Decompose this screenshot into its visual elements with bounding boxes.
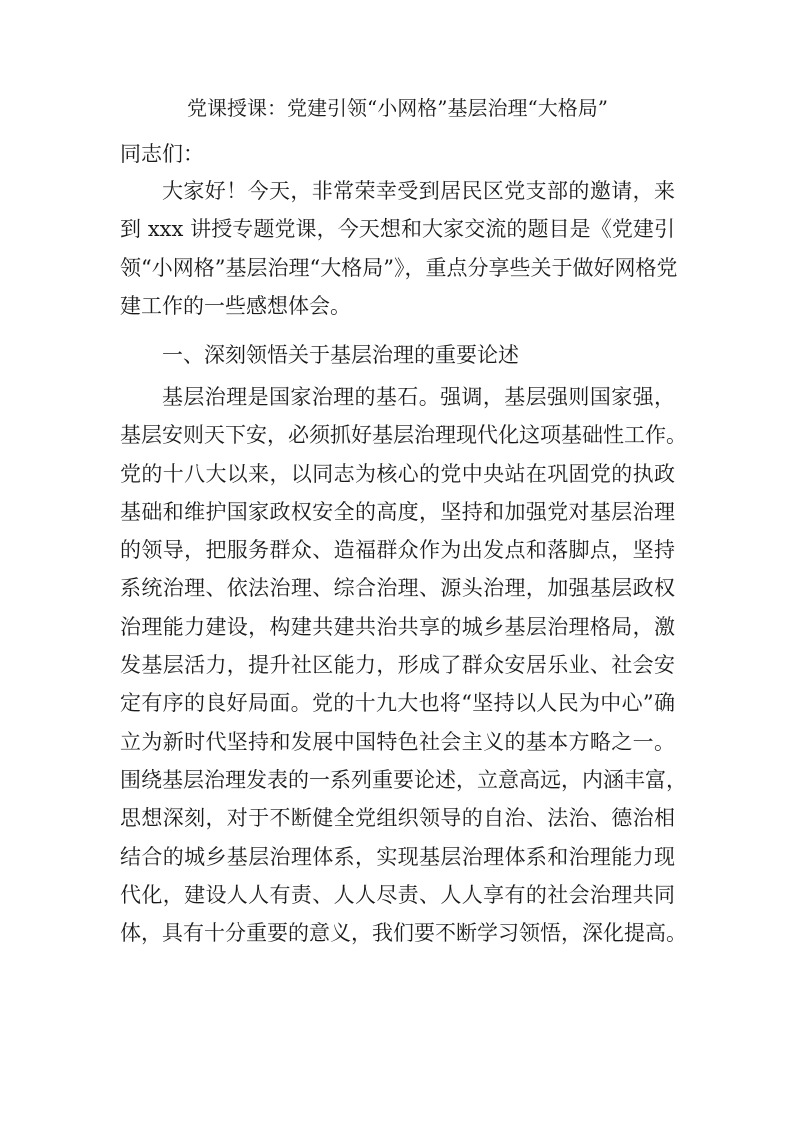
paragraph-line: 领“小网格”基层治理“大格局”》，重点分享些关于做好网格党: [120, 255, 678, 280]
paragraph-line: 思想深刻，对于不断健全党组织领导的自治、法治、德治相: [120, 806, 675, 831]
paragraph-line: 建工作的一些感想体会。: [120, 293, 351, 318]
paragraph-line: 发基层活力，提升社区能力，形成了群众安居乐业、社会安: [120, 653, 675, 678]
salutation: 同志们：: [120, 142, 204, 166]
paragraph-line: 治理能力建设，构建共建共治共享的城乡基层治理格局，激: [120, 614, 675, 639]
section-paragraph: [120, 378, 687, 952]
intro-paragraph: [120, 172, 678, 325]
section-heading: 一、深刻领悟关于基层治理的重要论述: [162, 343, 519, 367]
paragraph-line: 的领导，把服务群众、造福群众作为出发点和落脚点，坚持: [120, 538, 675, 563]
paragraph-line: 基础和维护国家政权安全的高度，坚持和加强党对基层治理: [120, 499, 675, 524]
paragraph-line: 基层安则天下安，必须抓好基层治理现代化这项基础性工作。: [120, 423, 687, 448]
document-title: 党课授课：党建引领“小网格”基层治理“大格局”: [187, 96, 608, 120]
paragraph-line: 代化，建设人人有责、人人尽责、人人享有的社会治理共同: [120, 882, 675, 907]
paragraph-line: 立为新时代坚持和发展中国特色社会主义的基本方略之一。: [120, 729, 675, 754]
paragraph-line: 围绕基层治理发表的一系列重要论述，立意高远，内涵丰富，: [120, 767, 687, 792]
paragraph-line: 到 xxx 讲授专题党课，今天想和大家交流的题目是《党建引: [120, 217, 675, 242]
paragraph-line: 系统治理、依法治理、综合治理、源头治理，加强基层政权: [120, 576, 675, 601]
paragraph-line: 大家好！今天，非常荣幸受到居民区党支部的邀请，来: [162, 179, 675, 203]
paragraph-line: 结合的城乡基层治理体系，实现基层治理体系和治理能力现: [120, 844, 675, 869]
paragraph-line: 定有序的良好局面。党的十九大也将“坚持以人民为中心”确: [120, 691, 675, 716]
paragraph-line: 党的十八大以来，以同志为核心的党中央站在巩固党的执政: [120, 461, 675, 486]
paragraph-line: 基层治理是国家治理的基石。强调，基层强则国家强，: [162, 385, 675, 409]
paragraph-line: 体，具有十分重要的意义，我们要不断学习领悟，深化提高。: [120, 921, 687, 946]
